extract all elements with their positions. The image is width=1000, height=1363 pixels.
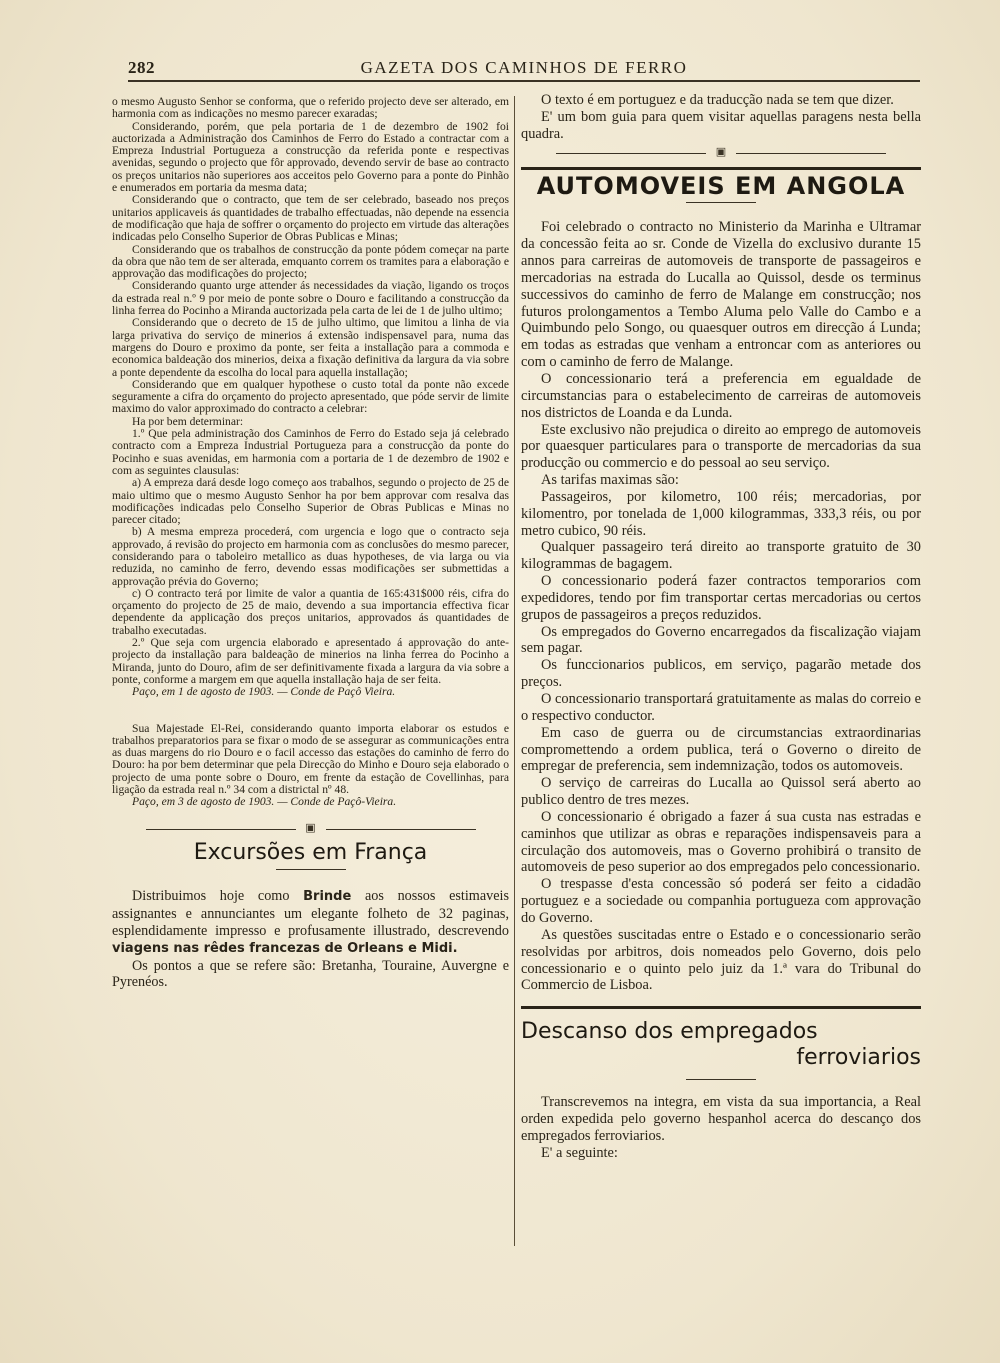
headline-line: ferroviarios xyxy=(796,1045,921,1071)
clause-paragraph: b) A mesma empreza procederá, com urgencia e logo que o contracto seja approvado, á revisão do projecto em harmonia com as conclusões do mesmo parecer, considerando para o taboleiro metallico as duas hypotheses, de via larga ou via reduzida, no caminho de ferro, devendo essas modificações ser submettidas a approvação prévia do Governo; xyxy=(112,525,509,588)
page-header xyxy=(128,58,920,82)
body-paragraph: Em caso de guerra ou de circumstancias extraordinarias compromettendo a ordem publica, terá o Governo o direito de empregar de preferencia, sem indemnização, todos os automoveis. xyxy=(521,724,921,775)
descanso-body xyxy=(521,1094,921,1161)
viagens-label: viagens nas rêdes francezas de Orleans e Midi. xyxy=(112,940,458,956)
headline-rule xyxy=(686,1079,756,1080)
body-paragraph: 2.º Que seja com urgencia elaborado e apresentado á approvação do ante-projecto da installação para baldeação de minerios na linha ferrea do Pocinho a Miranda, junto do Douro, afim de ser definitivamente fixada a largura da via sobre a ponte, conforme a margem em que aquella installação haja de ser feita. xyxy=(112,636,509,686)
body-paragraph: As tarifas maximas são: xyxy=(541,472,679,489)
body-paragraph: As questões suscitadas entre o Estado e o concessionario serão resolvidas por arbitros, dois nomeados pelo Governo, dois pelo concessionario e o quinto pelo juiz da 1.ª vara do Tribunal do Commercio de Lisboa. xyxy=(521,926,921,994)
body-paragraph: Os pontos a que se refere são: Bretanha, Touraine, Auvergne e Pyrenéos. xyxy=(112,957,509,991)
headline-excursoes: Excursões em França xyxy=(193,839,428,865)
clause-paragraph: a) A empreza dará desde logo começo aos trabalhos, segundo o projecto de 25 de maio ultimo que o mesmo Augusto Senhor ha por bem approvar com resalva das modificações indicadas pelo Conselho Superior de Obras Publicas e Minas no parecer citado; xyxy=(112,476,509,527)
body-paragraph: Os empregados do Governo encarregados da fiscalização viajam sem pagar. xyxy=(521,623,921,657)
body-paragraph: O texto é em portuguez e da traducção nada se tem que dizer. xyxy=(541,92,894,108)
thick-rule xyxy=(521,167,921,170)
left-column xyxy=(112,96,509,991)
body-paragraph: E' um bom guia para quem visitar aquellas paragens nesta bella quadra. xyxy=(521,108,921,142)
body-paragraph: Considerando, porém, que pela portaria de 1 de dezembro de 1902 foi auctorizada a Administração dos Caminhos de Ferro do Estado a contractar com a Empreza Industrial Portugueza a construcção da referida ponte e respectivas avenidas, segundo o projecto que fôr approvado, devendo servir de base ao contracto os preços unitarios não superiores aos acceitos pelo Governo para a ponte do Pinhão e enumerados em portaria da mesma data; xyxy=(112,119,509,195)
page-number: 282 xyxy=(128,58,155,77)
body-paragraph: Considerando que o contracto, que tem de ser celebrado, baseado nos preços unitarios applicaveis ás quantidades de trabalho effectuadas, não depende na essencia de modificação que haja de soffrer o orçamento do projecto em virtude das alterações indicadas pelo Conselho Superior de Obras Publicas e Minas; xyxy=(112,193,509,244)
body-paragraph: Ha por bem determinar: xyxy=(132,414,244,428)
body-paragraph: O concessionario poderá fazer contractos temporarios com expedidores, tendo por fim transportar certas mercadorias ou certos grupos de passageiros a preços reduzidos. xyxy=(521,573,921,623)
body-paragraph: O serviço de carreiras do Lucalla ao Quissol será aberto ao publico dentro de tres mezes. xyxy=(521,775,921,809)
ornament-icon: ▣ xyxy=(305,821,316,834)
thick-rule xyxy=(521,1006,921,1009)
angola-body xyxy=(521,219,921,994)
headline-descanso xyxy=(521,1019,921,1071)
body-paragraph: 1.º Que pela administração dos Caminhos de Ferro do Estado seja já celebrado contracto com a Empreza Industrial Portugueza para a construcção da ponte do Pocinho e suas avenidas, em harmonia com a portaria de 1 de dezembro de 1902 e com as seguintes clausulas: xyxy=(112,427,509,477)
brinde-label: Brinde xyxy=(303,888,352,904)
body-paragraph: Qualquer passageiro terá direito ao transporte gratuito de 30 kilogrammas de bagagem. xyxy=(521,539,921,573)
body-paragraph: Considerando que o decreto de 15 de julho ultimo, que limitou a linha de via larga privativa do serviço de minerios á extensão indispensavel para, numa das margens do Douro e proximo da ponte, ser feita a installação para a commoda e economica baldeação dos minerios, deixa a fixação definitiva da largura da via sobre a ponte dependente da escolha do local para aquella installação; xyxy=(112,316,509,379)
running-title: GAZETA DOS CAMINHOS DE FERRO xyxy=(360,58,688,77)
body-paragraph: O concessionario terá a preferencia em egualdade de circumstancias para o estabelecimento de carreiras de automoveis nos districtos de Loanda e da Lunda. xyxy=(521,370,921,421)
signature-line: Paço, em 1 de agosto de 1903. — Conde de Paçô Vieira. xyxy=(132,685,396,699)
body-paragraph: O trespasse d'esta concessão só poderá ser feito a cidadão portuguez e a sociedade ou companhia portugueza com approvação do Governo. xyxy=(521,876,921,926)
signature-line: Paço, em 3 de agosto de 1903. — Conde de Paçô-Vieira. xyxy=(132,795,397,809)
headline-rule xyxy=(276,869,346,870)
section-ornament xyxy=(556,147,886,161)
body-paragraph: Sua Majestade El-Rei, considerando quanto importa elaborar os estudos e trabalhos preparatorios para se fixar o modo de se assegurar as communicações entra as duas margens do rio Douro e o facil accesso das estações do caminho de ferro do Douro: ha por bem determinar que pela Direcção do Minho e Douro seja elaborado o projecto de uma ponte sobre o Douro, em frente da estação de Covellinhas, para ligação da estrada real n.º 34 com a districtal nº 48. xyxy=(112,721,509,797)
headline-rule xyxy=(686,202,756,203)
body-paragraph: O concessionario é obrigado a fazer á sua custa nas estradas e caminhos que utilizar as obras e reparações indispensaveis para a circulação dos automoveis, mas o Governo prohibirá o transito de automoveis de peso superior ao dos empregados pelo concessionario. xyxy=(521,808,921,876)
ornament-icon: ▣ xyxy=(715,145,727,158)
body-paragraph: Passageiros, por kilometro, 100 réis; mercadorias, por kilomentro, por tonelada de 1,000 kilogrammas, 333,3 réis, ou por metro cubico, 90 réis. xyxy=(521,488,921,539)
body-paragraph: Distribuimos hoje como Brinde aos nossos estimaveis assignantes e annunciantes um elegante folheto de 32 paginas, esplendidamente impresso e profusamente illustrado, descrevendo viagens nas rêdes francezas de Orleans e Midi. xyxy=(112,887,509,956)
excursoes-body xyxy=(112,888,509,991)
headline-line: Descanso dos empregados xyxy=(521,1019,818,1045)
body-paragraph: Foi celebrado o contracto no Ministerio da Marinha e Ultramar da concessão feita ao sr. Conde de Vizella do exclusivo durante 15 annos para carreiras de automoveis de transporte de passageiros e mercadorias na estrada do Lucalla ao Quissol, desde os terminus successivos do caminho de ferro de Malange em construcção; nos futuros prolongamentos a Tembo Aluma pelo Valle do Cambo e a Quimbundo pelo Songo, ou quaesquer outros em direcção á Lunda; em todas as estradas que venham a entroncar com as anteriores ou com o caminho de ferro de Malange. xyxy=(521,219,921,371)
body-paragraph: Este exclusivo não prejudica o direito ao emprego de automoveis por quaesquer particulares para o transporte de mercadorias da sua producção ou commercio e do pessoal ao seu serviço. xyxy=(521,421,921,472)
clause-paragraph: c) O contracto terá por limite de valor a quantia de 165:431$000 réis, cifra do orçamento do projecto de 25 de maio, devendo a sua importancia effectiva ficar dependente da applicação dos preços unitarios, approvados ás quantidades de trabalho executadas. xyxy=(112,586,509,637)
body-paragraph: Os funccionarios publicos, em serviço, pagarão metade dos preços. xyxy=(521,657,921,691)
section-ornament xyxy=(146,823,476,837)
body-paragraph: Considerando que os trabalhos de construcção da ponte pódem começar na parte da obra que não tem de ser alterada, emquanto correm os tramites para a elaboração e approvação das modificações do projecto; xyxy=(112,242,509,281)
body-paragraph: o mesmo Augusto Senhor se conforma, que o referido projecto deve ser alterado, em harmonia com as indicações no mesmo parecer exaradas; xyxy=(112,95,509,121)
spacer xyxy=(112,699,509,723)
column-divider xyxy=(514,96,515,1246)
headline-angola: AUTOMOVEIS EM ANGOLA xyxy=(536,171,906,200)
body-paragraph: Considerando que em qualquer hypothese o custo total da ponte não excede seguramente a cifra do orçamento do projecto apresentado, que póde servir de limite maximo do valor approximado do contracto a celebrar: xyxy=(112,377,509,416)
right-column xyxy=(521,92,921,1162)
body-paragraph: Transcrevemos na integra, em vista da sua importancia, a Real orden expedida pelo governo hespanhol acerca do descanço dos empregados ferroviarios. xyxy=(521,1094,921,1144)
body-paragraph: O concessionario transportará gratuitamente as malas do correio e o respectivo conductor. xyxy=(521,691,921,724)
body-paragraph: Considerando quanto urge attender ás necessidades da viação, ligando os troços da estrada real n.º 9 por meio de ponte sobre o Douro e facilitando a construcção da linha ferrea do Pocinho a Miranda auctorizada pela carta de lei de 1 de julho ultimo; xyxy=(112,279,509,318)
body-paragraph: E' a seguinte: xyxy=(541,1144,618,1161)
